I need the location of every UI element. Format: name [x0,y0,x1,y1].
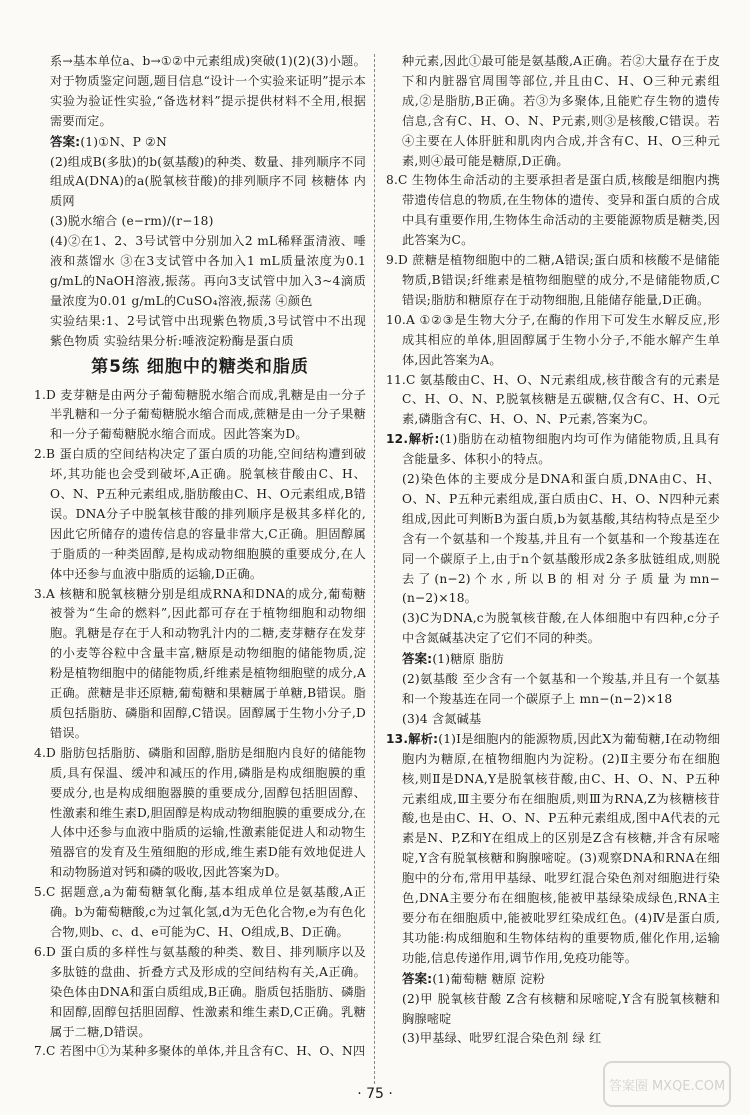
question-4: 4.D 脂肪包括脂肪、磷脂和固醇,脂肪是细胞内良好的储能物质,具有保温、缓冲和减压的作用,磷脂是构成细胞膜的重要成分,也是构成细胞器膜的重要成分,固醇包括胆固醇、性激素和维生素D,胆固醇是构成动物细胞膜的重要成分,在人体中还参与血液中脂质的运输,性激素能促进人和动物生殖器官的发育及生殖细胞的形成,维生素D能有效地促进人和动物肠道对钙和磷的吸收,因此答案为D。 [34,745,366,880]
watermark-text: 答案圈 MXQE.COM [608,1079,726,1094]
section-title: 第5练 细胞中的糖类和脂质 [91,356,309,377]
analysis-paragraph: (2)染色体的主要成分是DNA和蛋白质,DNA由C、H、O、N、P五种元素组成,蛋白质由C、H、O、N四种元素组成,因此可判断B为蛋白质,b为氨基酸,其结构特点是至少含有一个氨基和一个羧基,并且有一个氨基和一个羧基连在同一个碳原子上,由于n个氨基酸形成2条多肽链组成,则脱去了(n−2)个水,所以B的相对分子质量为mn−(n−2)×18。 [402,472,720,606]
answer-text: (1)糖原 脂肪 [432,652,504,667]
question-10: 10.A ①②③是生物大分子,在酶的作用下可发生水解反应,形成其相应的单体,胆固醇属于生物小分子,不能水解产生单体,因此答案为A。 [386,312,720,367]
question-12 [386,430,720,470]
answer-line: (4)②在1、2、3号试管中分别加入2 mL稀释蛋清液、唾液和蒸馏水 ③在3支试管中各加入1 mL质量浓度为0.1 g/mL的NaOH溶液,振荡。再向3支试管中加入3~4滴质量浓度为0.01 g/mL的CuSO₄溶液,振荡 ④颜色 [50,234,366,308]
analysis-label: 13.解析: [386,731,439,746]
question-9: 9.D 蔗糖是植物细胞中的二糖,A错误;蛋白质和核酸不是储能物质,B错误;纤维素是植物细胞壁的成分,不是储能物质,C错误;脂肪和糖原存在于动物细胞,且能储存能量,D正确。 [386,253,720,307]
right-column [386,52,720,1049]
question-2: 2.B 蛋白质的空间结构决定了蛋白质的功能,空间结构遭到破坏,其功能也会受到破坏,A正确。脱氧核苷酸由C、H、O、N、P五种元素组成,脂肪酸由C、H、O元素组成,B错误。DNA分子中脱氧核苷酸的排列顺序是极其多样化的,因此它所储存的遗传信息的容量非常大,C正确。胆固醇属于脂质的一种类固醇,是构成动物细胞膜的重要成分,在人体中还参与血液中脂质的运输,D正确。 [34,447,366,581]
answer-line: (2)氨基酸 至少含有一个氨基和一个羧基,并且有一个氨基和一个羧基连在同一个碳原子上 mn−(n−2)×18 [402,672,720,706]
answer-line [386,649,720,670]
answer-line [34,132,366,153]
question-6: 6.D 蛋白质的多样性与氨基酸的种类、数目、排列顺序以及多肽链的盘曲、折叠方式及形成的空间结构有关,A正确。染色体由DNA和蛋白质组成,B正确。脂质包括脂肪、磷脂和固醇,固醇包括胆固醇、性激素和维生素D,C正确。乳糖属于二糖,D错误。 [34,944,366,1039]
paragraph: 系→基本单位a、b→①②中元素组成)突破(1)(2)(3)小题。对于物质鉴定问题,题目信息“设计一个实验来证明”提示本实验为验证性实验,“备选材料”提示提供材料不全用,根据需要而定。 [50,54,366,128]
question-7-continued: 种元素,因此①最可能是氨基酸,A正确。若②大量存在于皮下和内脏器官周围等部位,并且由C、H、O三种元素组成,②是脂肪,B正确。若③为多聚体,且能贮存生物的遗传信息,含有C、H、O、N、P元素,则③是核酸,C错误。若④主要在人体肝脏和肌肉内合成,并含有C、H、O三种元素,则④最可能是糖原,D正确。 [402,54,720,168]
question-11: 11.C 氨基酸由C、H、O、N元素组成,核苷酸含有的元素是C、H、O、N、P,脱氧核糖是五碳糖,仅含有C、H、O元素,磷脂含有C、H、O、N、P元素,答案为C。 [386,372,720,427]
answer-line: (3)甲基绿、吡罗红混合染色剂 绿 红 [402,1031,602,1046]
answer-text: (1)①N、P ②N [80,134,168,149]
answer-line: (3)4 含氮碱基 [402,711,482,726]
left-column [34,52,366,1062]
answer-line: 实验结果:1、2号试管中出现紫色物质,3号试管中不出现紫色物质 实验结果分析:唾液淀粉酶是蛋白质 [50,313,366,348]
question-1: 1.D 麦芽糖是由两分子葡萄糖脱水缩合而成,乳糖是由一分子半乳糖和一分子葡萄糖脱水缩合而成,蔗糖是由一分子果糖和一分子葡萄糖脱水缩合而成。因此答案为D。 [34,387,366,442]
question-7: 7.C 若图中①为某种多聚体的单体,并且含有C、H、O、N四 [34,1044,366,1059]
analysis-text: (1)Ⅰ是细胞内的能源物质,因此X为葡萄糖,Ⅰ在动物细胞内为糖原,在植物细胞内为淀粉。(2)Ⅱ主要分布在细胞核,则Ⅱ是DNA,Y是脱氧核苷酸,由C、H、O、N、P五种元素组成,Ⅲ主要分布在细胞质,则Ⅲ为RNA,Z为核糖核苷酸,也是由C、H、O、N、P五种元素组成,图中A代表的元素是N、P,Z和Y在组成上的区别是Z含有核糖,并含有尿嘧啶,Y含有脱氧核糖和胸腺嘧啶。(3)观察DNA和RNA在细胞中的分布,常用甲基绿、吡罗红混合染色剂对细胞进行染色,DNA主要分布在细胞核,能被甲基绿染成绿色,RNA主要分布在细胞质中,能被吡罗红染成红色。(4)Ⅳ是蛋白质,其功能:构成细胞和生物体结构的重要物质,催化作用,运输功能,信息传递作用,调节作用,免疫功能等。 [402,731,720,965]
analysis-text: (1)脂肪在动植物细胞内均可作为储能物质,且具有含能量多、体积小的特点。 [402,432,720,467]
question-5: 5.C 据题意,a为葡萄糖氧化酶,基本组成单位是氨基酸,A正确。b为葡萄糖酸,c为过氧化氢,d为无色化合物,e为有色化合物,则b、c、d、e可能为C、H、O组成,B、D正确。 [34,885,366,939]
analysis-paragraph: (3)C为DNA,c为脱氧核苷酸,在人体细胞中有四种,c分子中含氮碱基决定了它们不同的种类。 [402,611,720,646]
column-divider [374,54,375,1084]
question-13 [386,730,720,969]
answer-label: 答案: [402,970,433,986]
watermark-logo [602,1058,732,1110]
page-number: · 75 · [357,1086,393,1102]
answer-line: (3)脱水缩合 (e−rm)/(r−18) [50,214,214,229]
answer-line: (2)甲 脱氧核苷酸 Z含有核糖和尿嘧啶,Y含有脱氧核糖和胸腺嘧啶 [402,991,720,1026]
analysis-label: 12.解析: [386,432,440,447]
answer-label: 答案: [50,133,81,149]
answer-line: (2)组成B(多肽)的b(氨基酸)的种类、数量、排列顺序不同 组成A(DNA)的a(脱氧核苷酸)的排列顺序不同 核糖体 内质网 [50,154,366,209]
answer-text: (1)葡萄糖 糖原 淀粉 [432,971,546,986]
answer-label: 答案: [402,651,433,667]
question-3: 3.A 核糖和脱氧核糖分别是组成RNA和DNA的成分,葡萄糖被誉为“生命的燃料”,因此都可存在于植物细胞和动物细胞。乳糖是存在于人和动物乳汁内的二糖,麦芽糖存在发芽的小麦等谷粒中含量丰富,糖原是动物细胞的储能物质,淀粉是植物细胞中的储能物质,纤维素是植物细胞壁的成分,A正确。蔗糖是非还原糖,葡萄糖和果糖属于单糖,B错误。脂质包括脂肪、磷脂和固醇,C错误。固醇属于生物小分子,D错误。 [34,586,366,740]
answer-line [386,969,720,990]
question-8: 8.C 生物体生命活动的主要承担者是蛋白质,核酸是细胞内携带遗传信息的物质,在生物体的遗传、变异和蛋白质的合成中具有重要作用,生物体生命活动的主要能源物质是糖类,因此答案为C。 [386,173,720,248]
